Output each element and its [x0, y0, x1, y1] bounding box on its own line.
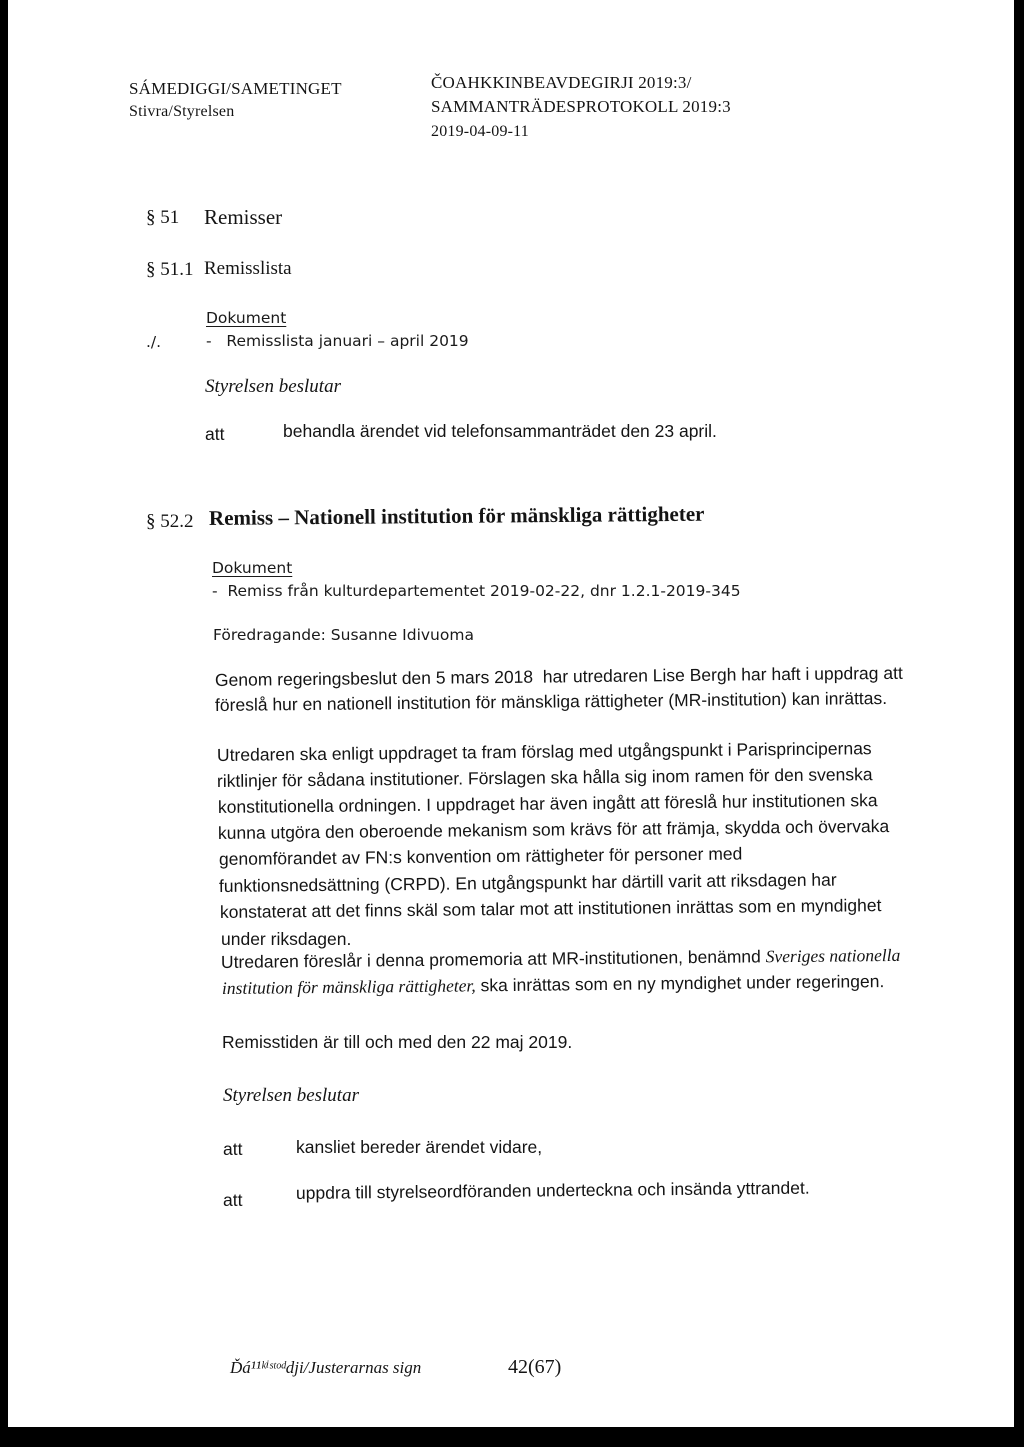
attachment-mark: ./.	[146, 333, 162, 351]
section-52-2-presenter: Föredragande: Susanne Idivuoma	[213, 626, 474, 644]
paragraph-3-text-end: ska inrättas som en ny myndighet under regeringen.	[475, 971, 885, 996]
paragraph-3-italic-name-part-2: institution för mänskliga rättigheter,	[221, 975, 476, 998]
section-51-1-decision-heading: Styrelsen beslutar	[205, 376, 341, 397]
header-doc-title-swedish: SAMMANTRÄDESPROTOKOLL 2019:3	[431, 97, 731, 116]
paragraph-2-line-5: genomförandet av FN:s konvention om rättigheter för personer med	[218, 843, 743, 869]
section-52-2-title: Remiss – Nationell institution för mänskliga rättigheter	[208, 501, 705, 530]
paragraph-2-line-1: Utredaren ska enligt uppdraget ta fram förslag med utgångspunkt i Parisprincipernas	[216, 738, 872, 765]
section-51-1-number: § 51.1	[146, 259, 194, 280]
footer-signature-label: Ďá¹¹ᵏⁱˢᵗᵒᵈdji/Justerarnas sign	[230, 1358, 422, 1377]
decision-1-att: att	[223, 1139, 243, 1159]
paragraph-2-line-8: under riksdagen.	[221, 929, 352, 949]
paragraph-3-italic-name-part-1: Sveriges nationella	[765, 944, 901, 967]
section-52-2-doc-heading: Dokument	[212, 559, 293, 577]
section-51-1-decision-att: att	[205, 424, 225, 444]
paragraph-1-line-2: föreslå hur en nationell institution för mänskliga rättigheter (MR-institution) kan inrättas.	[214, 687, 888, 715]
paragraph-2-line-6: funktionsnedsättning (CRPD). En utgångspunkt har därtill varit att riksdagen har	[218, 869, 837, 896]
decision-2-att: att	[223, 1190, 243, 1210]
decision-2-text: uppdra till styrelseordföranden underteckna och insända yttrandet.	[295, 1177, 810, 1203]
section-52-2-decision-heading: Styrelsen beslutar	[223, 1085, 359, 1106]
scan-edge-bottom	[0, 1427, 1024, 1447]
header-doc-title-sami: ČOAHKKINBEAVDEGIRJI 2019:3/	[431, 73, 692, 92]
scan-edge-right	[1014, 0, 1024, 1447]
paragraph-2-line-3: konstitutionella ordningen. I uppdraget har även ingått att föreslå hur institutionen ska	[217, 790, 878, 817]
scan-edge-left	[0, 0, 8, 1447]
section-51-1-doc-heading: Dokument	[206, 309, 287, 327]
section-51-1-decision-text: behandla ärendet vid telefonsammanträdet den 23 april.	[283, 421, 717, 441]
paragraph-3-text-start: Utredaren föreslår i denna promemoria att MR-institutionen, benämnd	[220, 946, 766, 972]
section-51-number: § 51	[146, 207, 180, 228]
decision-1-text: kansliet bereder ärendet vidare,	[296, 1137, 543, 1157]
paragraph-2-line-2: riktlinjer för sådana institutioner. Förslagen ska hålla sig inom ramen för den svenska	[216, 764, 873, 791]
section-51-1-title: Remisslista	[204, 258, 292, 279]
section-51-1-doc-item: - Remisslista januari – april 2019	[206, 332, 469, 350]
header-doc-date: 2019-04-09-11	[431, 123, 529, 140]
paragraph-3-line-2	[222, 971, 885, 999]
footer-page-number: 42(67)	[508, 1356, 562, 1378]
paragraph-2-line-7: konstaterat att det finns skäl som talar mot att institutionen inrättas som en myndighet	[219, 895, 882, 922]
remiss-deadline: Remisstiden är till och med den 22 maj 2019.	[222, 1032, 573, 1052]
header-org-unit: Stivra/Styrelsen	[129, 103, 235, 120]
section-52-2-number: § 52.2	[146, 511, 194, 532]
header-org-name: SÁMEDIGGI/SAMETINGET	[129, 79, 342, 98]
section-52-2-doc-item: - Remiss från kulturdepartementet 2019-02-22, dnr 1.2.1-2019-345	[212, 582, 741, 600]
paragraph-1-line-1: Genom regeringsbeslut den 5 mars 2018 har utredaren Lise Bergh har haft i uppdrag att	[214, 662, 903, 690]
section-51-title: Remisser	[204, 205, 283, 229]
paragraph-2-line-4: kunna utgöra den oberoende mekanism som krävs för att främja, skydda och övervaka	[217, 815, 890, 843]
